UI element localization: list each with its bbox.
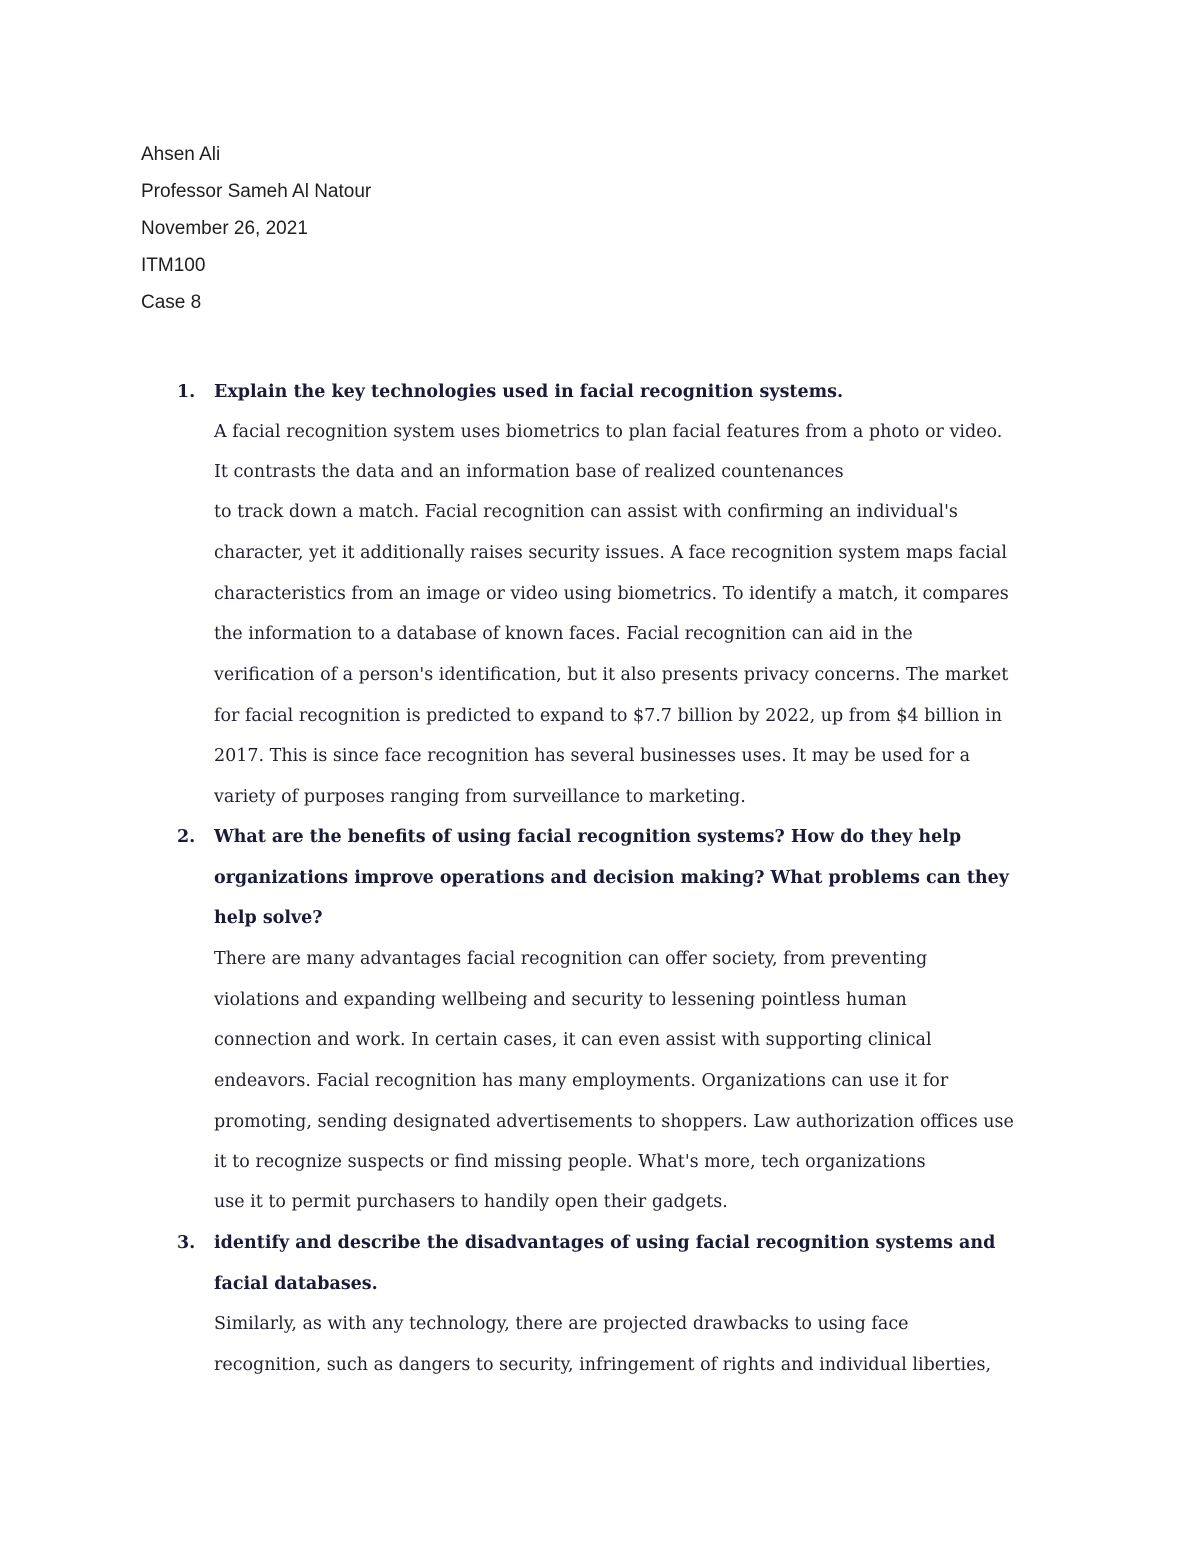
answer-line: for facial recognition is predicted to expand to $7.7 billion by 2022, up from $4 billion in: [214, 706, 1002, 726]
answer-line: A facial recognition system uses biometrics to plan facial features from a photo or video.: [214, 422, 1003, 442]
answer-line: promoting, sending designated advertisements to shoppers. Law authorization offices use: [214, 1112, 1014, 1132]
assignment-title: Case 8: [141, 292, 202, 313]
answer-line: There are many advantages facial recognition can offer society, from preventing: [214, 949, 928, 969]
professor-name: Professor Sameh Al Natour: [141, 181, 372, 202]
question-text: Explain the key technologies used in facial recognition systems.: [214, 382, 844, 402]
document-date: November 26, 2021: [141, 218, 308, 239]
question-number: 3.: [177, 1233, 196, 1253]
author-name: Ahsen Ali: [141, 144, 221, 165]
answer-line: the information to a database of known faces. Facial recognition can aid in the: [214, 624, 913, 644]
course-code: ITM100: [141, 255, 206, 276]
question-text: facial databases.: [214, 1274, 378, 1294]
answer-line: 2017. This is since face recognition has several businesses uses. It may be used for a: [214, 746, 971, 766]
answer-line: Similarly, as with any technology, there are projected drawbacks to using face: [214, 1314, 909, 1334]
question-number: 1.: [177, 382, 196, 402]
question-text: help solve?: [214, 908, 323, 928]
answer-line: characteristics from an image or video using biometrics. To identify a match, it compares: [214, 584, 1009, 604]
question-number: 2.: [177, 827, 196, 847]
answer-line: endeavors. Facial recognition has many employments. Organizations can use it for: [214, 1071, 949, 1091]
answer-line: it to recognize suspects or find missing people. What's more, tech organizations: [214, 1152, 926, 1172]
answer-line: violations and expanding wellbeing and security to lessening pointless human: [214, 990, 907, 1010]
answer-line: It contrasts the data and an information base of realized countenances: [214, 462, 844, 482]
question-text: organizations improve operations and decision making? What problems can they: [214, 868, 1009, 888]
question-text: identify and describe the disadvantages of using facial recognition systems and: [214, 1233, 996, 1253]
answer-line: verification of a person's identification, but it also presents privacy concerns. The market: [214, 665, 1009, 685]
answer-line: connection and work. In certain cases, it can even assist with supporting clinical: [214, 1030, 932, 1050]
answer-line: recognition, such as dangers to security, infringement of rights and individual liberties,: [214, 1355, 992, 1375]
answer-line: to track down a match. Facial recognition can assist with confirming an individual's: [214, 502, 958, 522]
question-text: What are the benefits of using facial recognition systems? How do they help: [214, 827, 962, 847]
answer-line: use it to permit purchasers to handily open their gadgets.: [214, 1192, 728, 1212]
answer-line: character, yet it additionally raises security issues. A face recognition system maps facial: [214, 543, 1007, 563]
answer-line: variety of purposes ranging from surveillance to marketing.: [214, 787, 746, 807]
